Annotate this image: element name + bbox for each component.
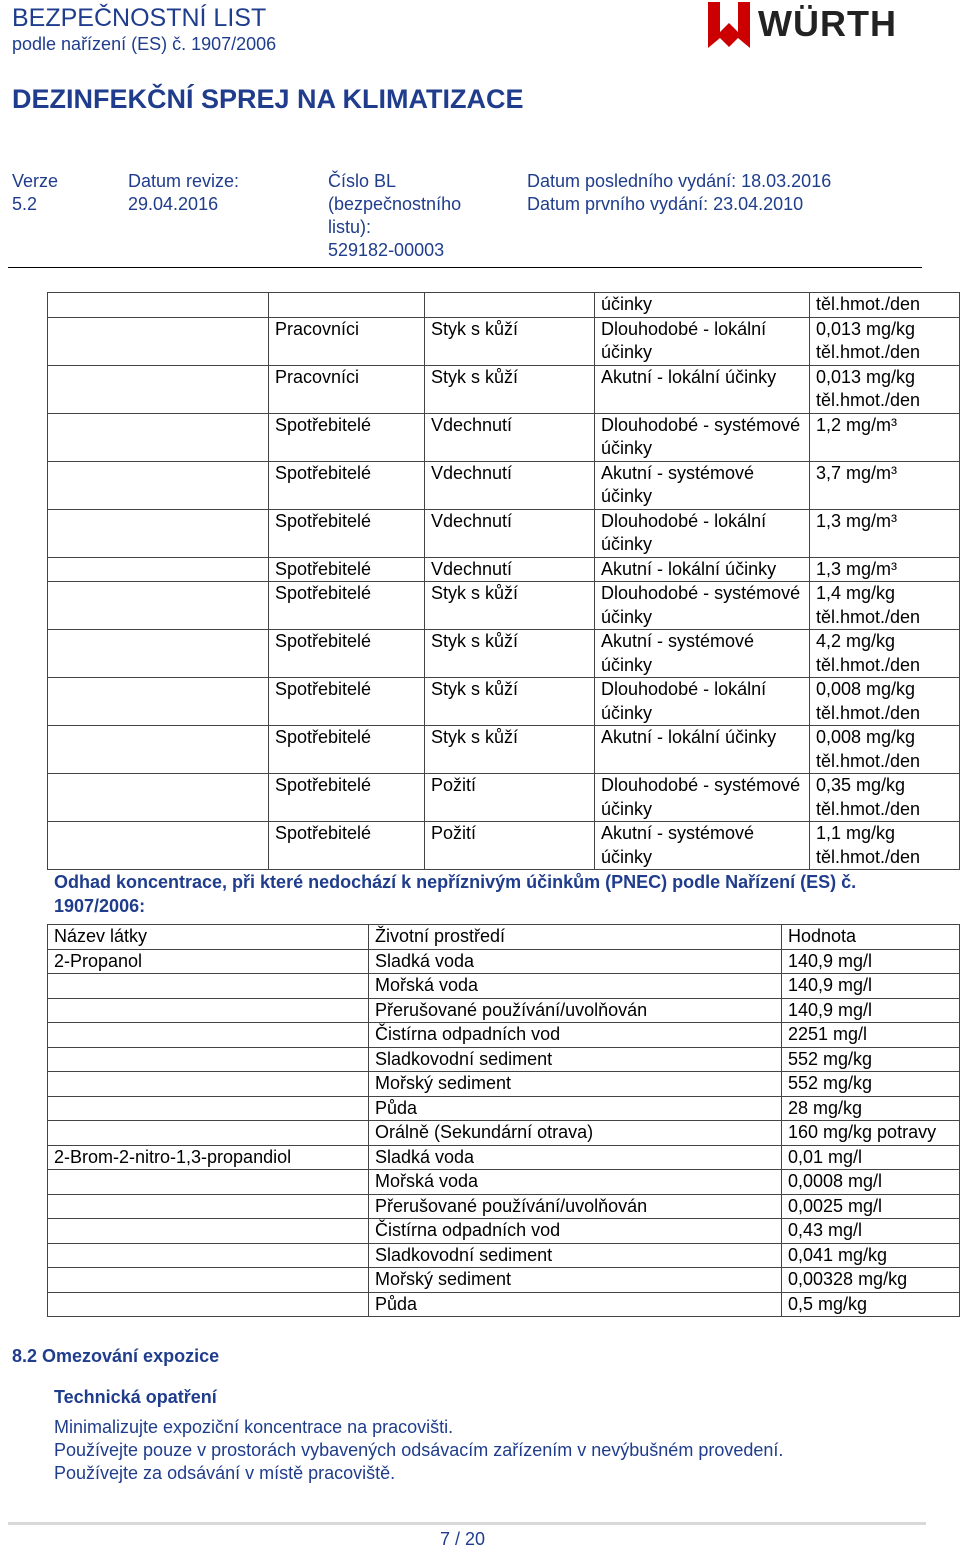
- exposure-effect: Dlouhodobé - lokální účinky: [595, 509, 810, 557]
- section-8-2-title: 8.2 Omezování expozice: [12, 1346, 220, 1366]
- exposure-route: Vdechnutí: [425, 509, 595, 557]
- pnec-value: 0,0025 mg/l: [782, 1194, 960, 1219]
- sds-number-label: Číslo BL: [328, 171, 397, 191]
- exposure-group: Spotřebitelé: [269, 582, 425, 630]
- exposure-row: [48, 413, 960, 461]
- pnec-value: 140,9 mg/l: [782, 998, 960, 1023]
- pnec-row: [48, 1243, 960, 1268]
- exposure-row: [48, 630, 960, 678]
- document-title: BEZPEČNOSTNÍ LIST: [12, 4, 267, 32]
- exposure-route: Styk s kůží: [425, 582, 595, 630]
- pnec-value: 140,9 mg/l: [782, 974, 960, 999]
- exposure-group: Spotřebitelé: [269, 726, 425, 774]
- pnec-value: 0,00328 mg/kg: [782, 1268, 960, 1293]
- exposure-route: [425, 293, 595, 318]
- page-number: 7 / 20: [440, 1529, 486, 1549]
- exposure-substance: [48, 461, 269, 509]
- exposure-route: Požití: [425, 822, 595, 870]
- pnec-environment: Půda: [369, 1292, 782, 1317]
- sds-number-label-3: listu):: [328, 217, 372, 237]
- exposure-substance: [48, 365, 269, 413]
- pnec-value: 160 mg/kg potravy: [782, 1121, 960, 1146]
- pnec-row: [48, 1023, 960, 1048]
- pnec-row: [48, 974, 960, 999]
- exposure-substance: [48, 413, 269, 461]
- exposure-group: Spotřebitelé: [269, 822, 425, 870]
- regulation-subtitle: podle nařízení (ES) č. 1907/2006: [12, 34, 277, 54]
- pnec-header-environment: Životní prostředí: [369, 925, 782, 950]
- exposure-effect: účinky: [595, 293, 810, 318]
- technical-measure-line: Minimalizujte expoziční koncentrace na pracovišti.: [54, 1417, 454, 1437]
- exposure-route: Vdechnutí: [425, 461, 595, 509]
- exposure-row: [48, 582, 960, 630]
- pnec-substance: [48, 1096, 369, 1121]
- exposure-value: 1,2 mg/m³: [810, 413, 960, 461]
- pnec-environment: Sladká voda: [369, 1145, 782, 1170]
- pnec-environment: Mořský sediment: [369, 1268, 782, 1293]
- exposure-row: [48, 509, 960, 557]
- pnec-substance: [48, 1072, 369, 1097]
- exposure-substance: [48, 557, 269, 582]
- exposure-limits-table: [47, 292, 960, 870]
- version-value: 5.2: [12, 194, 38, 214]
- pnec-header-value: Hodnota: [782, 925, 960, 950]
- brand-name: WÜRTH: [758, 3, 897, 44]
- pnec-substance: [48, 1194, 369, 1219]
- exposure-substance: [48, 582, 269, 630]
- first-issue-date: Datum prvního vydání: 23.04.2010: [527, 194, 804, 214]
- pnec-substance: [48, 1243, 369, 1268]
- exposure-row: [48, 822, 960, 870]
- pnec-value: 2251 mg/l: [782, 1023, 960, 1048]
- pnec-row: [48, 1170, 960, 1195]
- pnec-value: 28 mg/kg: [782, 1096, 960, 1121]
- revision-value: 29.04.2016: [128, 194, 219, 214]
- exposure-row: [48, 293, 960, 318]
- pnec-row: [48, 1096, 960, 1121]
- pnec-environment: Mořská voda: [369, 1170, 782, 1195]
- exposure-effect: Dlouhodobé - systémové účinky: [595, 582, 810, 630]
- pnec-row: [48, 1121, 960, 1146]
- pnec-environment: Orálně (Sekundární otrava): [369, 1121, 782, 1146]
- last-issue-date: Datum posledního vydání: 18.03.2016: [527, 171, 832, 191]
- exposure-substance: [48, 822, 269, 870]
- exposure-group: Spotřebitelé: [269, 509, 425, 557]
- pnec-row: [48, 1072, 960, 1097]
- technical-measure-line: Používejte za odsávání v místě pracoviště.: [54, 1463, 396, 1483]
- pnec-environment: Čistírna odpadních vod: [369, 1023, 782, 1048]
- pnec-substance: 2-Brom-2-nitro-1,3-propandiol: [48, 1145, 369, 1170]
- pnec-row: [48, 1145, 960, 1170]
- pnec-row: [48, 1268, 960, 1293]
- exposure-effect: Akutní - systémové účinky: [595, 630, 810, 678]
- exposure-effect: Dlouhodobé - systémové účinky: [595, 774, 810, 822]
- exposure-group: [269, 293, 425, 318]
- exposure-effect: Akutní - lokální účinky: [595, 365, 810, 413]
- pnec-environment: Půda: [369, 1096, 782, 1121]
- pnec-row: [48, 1047, 960, 1072]
- exposure-route: Styk s kůží: [425, 630, 595, 678]
- pnec-value: 0,041 mg/kg: [782, 1243, 960, 1268]
- exposure-substance: [48, 678, 269, 726]
- exposure-group: Spotřebitelé: [269, 630, 425, 678]
- exposure-value: 1,1 mg/kg těl.hmot./den: [810, 822, 960, 870]
- product-name: DEZINFEKČNÍ SPREJ NA KLIMATIZACE: [12, 84, 524, 114]
- exposure-effect: Dlouhodobé - systémové účinky: [595, 413, 810, 461]
- exposure-row: [48, 461, 960, 509]
- pnec-row: [48, 1219, 960, 1244]
- exposure-substance: [48, 293, 269, 318]
- footer-divider: [8, 1522, 926, 1525]
- pnec-row: [48, 998, 960, 1023]
- exposure-row: [48, 365, 960, 413]
- exposure-value: 0,35 mg/kg těl.hmot./den: [810, 774, 960, 822]
- exposure-value: 0,013 mg/kg těl.hmot./den: [810, 317, 960, 365]
- exposure-row: [48, 678, 960, 726]
- exposure-value: 1,3 mg/m³: [810, 509, 960, 557]
- pnec-value: 0,01 mg/l: [782, 1145, 960, 1170]
- exposure-value: 1,4 mg/kg těl.hmot./den: [810, 582, 960, 630]
- pnec-substance: [48, 1023, 369, 1048]
- exposure-group: Pracovníci: [269, 317, 425, 365]
- pnec-substance: [48, 1121, 369, 1146]
- exposure-substance: [48, 509, 269, 557]
- revision-label: Datum revize:: [128, 171, 240, 191]
- pnec-substance: [48, 1292, 369, 1317]
- pnec-substance: [48, 1047, 369, 1072]
- pnec-substance: [48, 1268, 369, 1293]
- pnec-substance: [48, 998, 369, 1023]
- exposure-group: Spotřebitelé: [269, 678, 425, 726]
- exposure-group: Spotřebitelé: [269, 413, 425, 461]
- sds-number-label-2: (bezpečnostního: [328, 194, 462, 214]
- pnec-environment: Přerušované používání/uvolňován: [369, 998, 782, 1023]
- pnec-value: 140,9 mg/l: [782, 949, 960, 974]
- pnec-environment: Sladkovodní sediment: [369, 1047, 782, 1072]
- exposure-group: Pracovníci: [269, 365, 425, 413]
- exposure-substance: [48, 726, 269, 774]
- pnec-table: [47, 924, 960, 1317]
- sds-number-value: 529182-00003: [328, 240, 445, 260]
- pnec-value: 0,43 mg/l: [782, 1219, 960, 1244]
- exposure-value: 1,3 mg/m³: [810, 557, 960, 582]
- pnec-row: [48, 1194, 960, 1219]
- exposure-group: Spotřebitelé: [269, 774, 425, 822]
- pnec-environment: Mořská voda: [369, 974, 782, 999]
- exposure-route: Vdechnutí: [425, 413, 595, 461]
- exposure-row: [48, 726, 960, 774]
- pnec-value: 0,0008 mg/l: [782, 1170, 960, 1195]
- exposure-route: Styk s kůží: [425, 726, 595, 774]
- exposure-value: těl.hmot./den: [810, 293, 960, 318]
- exposure-effect: Dlouhodobé - lokální účinky: [595, 678, 810, 726]
- exposure-effect: Dlouhodobé - lokální účinky: [595, 317, 810, 365]
- pnec-value: 552 mg/kg: [782, 1047, 960, 1072]
- technical-measures-heading: Technická opatření: [54, 1387, 217, 1407]
- exposure-route: Vdechnutí: [425, 557, 595, 582]
- pnec-value: 0,5 mg/kg: [782, 1292, 960, 1317]
- pnec-title: Odhad koncentrace, při které nedochází k nepříznivým účinkům (PNEC) podle Nařízení (ES) č. 1907/2006:: [54, 872, 857, 916]
- pnec-substance: [48, 974, 369, 999]
- exposure-value: 0,008 mg/kg těl.hmot./den: [810, 726, 960, 774]
- pnec-environment: Sladká voda: [369, 949, 782, 974]
- exposure-row: [48, 317, 960, 365]
- exposure-value: 0,008 mg/kg těl.hmot./den: [810, 678, 960, 726]
- pnec-environment: Mořský sediment: [369, 1072, 782, 1097]
- pnec-value: 552 mg/kg: [782, 1072, 960, 1097]
- exposure-value: 0,013 mg/kg těl.hmot./den: [810, 365, 960, 413]
- exposure-effect: Akutní - lokální účinky: [595, 726, 810, 774]
- exposure-value: 4,2 mg/kg těl.hmot./den: [810, 630, 960, 678]
- pnec-header-row: [48, 925, 960, 950]
- pnec-row: [48, 949, 960, 974]
- exposure-route: Styk s kůží: [425, 317, 595, 365]
- exposure-route: Styk s kůží: [425, 365, 595, 413]
- exposure-route: Požití: [425, 774, 595, 822]
- exposure-group: Spotřebitelé: [269, 461, 425, 509]
- exposure-effect: Akutní - lokální účinky: [595, 557, 810, 582]
- exposure-value: 3,7 mg/m³: [810, 461, 960, 509]
- pnec-environment: Sladkovodní sediment: [369, 1243, 782, 1268]
- exposure-substance: [48, 630, 269, 678]
- exposure-substance: [48, 317, 269, 365]
- exposure-effect: Akutní - systémové účinky: [595, 822, 810, 870]
- pnec-environment: Čistírna odpadních vod: [369, 1219, 782, 1244]
- exposure-effect: Akutní - systémové účinky: [595, 461, 810, 509]
- exposure-route: Styk s kůží: [425, 678, 595, 726]
- pnec-row: [48, 1292, 960, 1317]
- technical-measure-line: Používejte pouze v prostorách vybavených odsávacím zařízením v nevýbušném provedení.: [54, 1440, 784, 1460]
- exposure-row: [48, 557, 960, 582]
- version-label: Verze: [12, 171, 59, 191]
- pnec-substance: [48, 1219, 369, 1244]
- pnec-substance: 2-Propanol: [48, 949, 369, 974]
- header-divider: [8, 267, 922, 268]
- exposure-group: Spotřebitelé: [269, 557, 425, 582]
- pnec-header-substance: Název látky: [48, 925, 369, 950]
- exposure-row: [48, 774, 960, 822]
- pnec-substance: [48, 1170, 369, 1195]
- exposure-substance: [48, 774, 269, 822]
- pnec-environment: Přerušované používání/uvolňován: [369, 1194, 782, 1219]
- wurth-logo-mark: [708, 2, 750, 48]
